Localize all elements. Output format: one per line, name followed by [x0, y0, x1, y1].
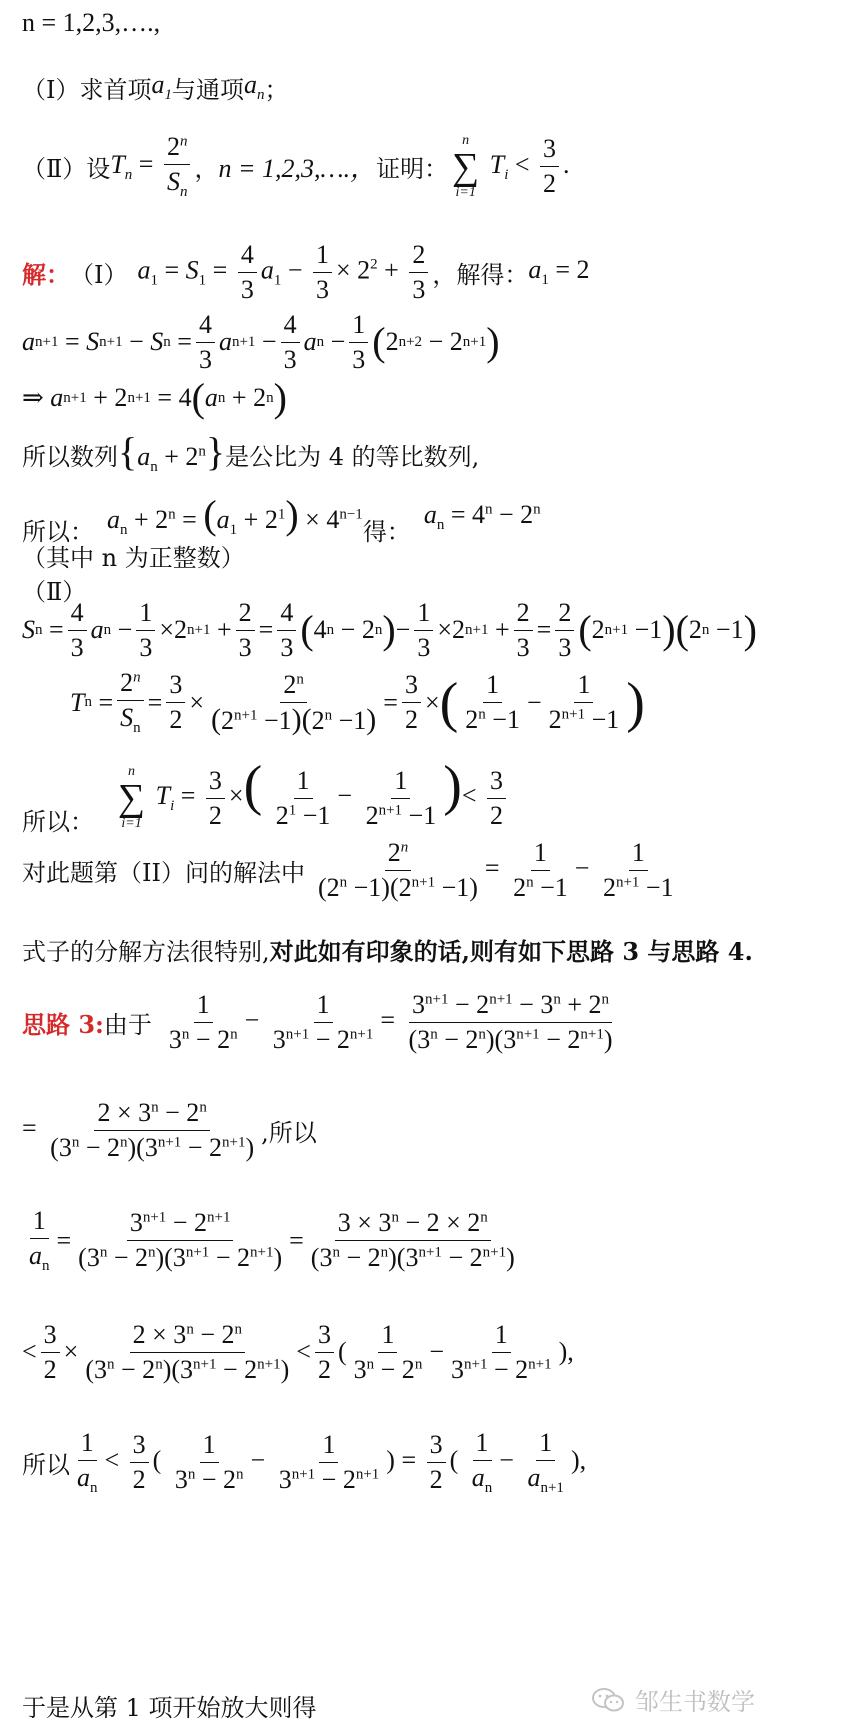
note: （其中 n 为正整数）	[22, 544, 245, 572]
part2-question	[22, 132, 570, 201]
formula: $\frac{2^n}{(2^n -1)(2^{n+1} -1)}$ = $\frac{1}{2^n -1}$ − $\frac{1}{2^{n+1} -1}$	[317, 838, 674, 902]
idea3-line1	[22, 990, 620, 1055]
wechat-icon	[591, 1687, 625, 1713]
formula: S n = $\frac{4}{3}$ a n − $\frac{1}{3}$ ×2 n+1 + $\frac{2}{3}$ = $\frac{4}{3}$ ( 4 n − 2 n ) − $\frac{1}{3}$ ×2 n+1 + $\frac{2}{3}$ = $\frac{2}{3}$ ( 2 n+1 −1 )( 2 n −1 )	[22, 598, 757, 662]
formula: = $\frac{2 \times 3^n - 2^n}{(3^n - 2^n)(3^{n+1} - 2^{n+1})}$	[22, 1098, 255, 1162]
formula: $a_n$	[243, 70, 265, 104]
idea3-label: 思路 3:	[22, 1009, 104, 1039]
solution-line1	[22, 240, 590, 305]
get-label: 得：	[362, 518, 411, 546]
formula: $a_n = 4^n - 2^n$	[423, 500, 541, 534]
formula: n ∑ i=1 $T_i$ = $\frac{3}{2}$ ×( $\frac{1}{2^1 -1}$ − $\frac{1}{2^{n+1} -1}$ )< $\frac{3}{2}$	[114, 758, 510, 831]
formula: ⇒ a n+1 + 2 n+1 = 4 ( a n + 2 n )	[22, 375, 287, 420]
formula: $a_1$	[151, 70, 172, 104]
so2-label: 所以：	[22, 808, 94, 836]
so-label: 所以：	[22, 518, 94, 546]
idea3-so: ,所以	[261, 1118, 317, 1147]
formula: < $\frac{3}{2}$ × $\frac{2 \times 3^n - 2^n}{(3^n - 2^n)(3^{n+1} - 2^{n+1})}$ < $\frac{3}{2}$ ( $\frac{1}{3^n - 2^n}$ − $\frac{1}{3^{n+1} - 2^{n+1}}$ ),	[22, 1320, 574, 1384]
formula: a n+1 = S n+1 − S n = $\frac{4}{3}$ a n+1 − $\frac{4}{3}$ a n − $\frac{1}{3}$ ( 2 n+2 − 2 n+1 )	[22, 310, 500, 374]
comment-text2-bold: 对此如有印象的话,则有如下思路 3 与思路 4.	[269, 937, 753, 966]
part1-mid: 与通项	[171, 76, 244, 104]
part1-end: ；	[264, 76, 289, 104]
formula: $\frac{1}{a_n}$ = $\frac{3^{n+1} - 2^{n+1}}{(3^n - 2^n)(3^{n+1} - 2^{n+1})}$ = $\frac{3 \times 3^n - 2 \times 2^n}{(3^n - 2^n)(3^{n+1} - 2^{n+1})}$	[29, 1206, 515, 1275]
formula: $T_n$ = $\frac{2^n}{S_n}$	[110, 132, 194, 201]
comment-line2	[22, 932, 753, 967]
comment-text1: 对此题第（II）问的解法中	[22, 858, 305, 887]
solution-part2: （Ⅱ）	[22, 578, 87, 606]
comment-text2: 式子的分解方法很特别,	[22, 938, 270, 966]
formula: T n = $\frac{2^n}{S_n}$ = $\frac{3}{2}$ × $\frac{2^n}{(2^{n+1} -1)(2^n -1)}$ = $\frac{3}{2}$ × ( $\frac{1}{2^n -1}$ − $\frac{1}{2^{n+1} -1}$ )	[70, 668, 645, 737]
formula: n ∑ i=1 $T_i$ < $\frac{3}{2}$ .	[452, 132, 570, 200]
formula: $\frac{1}{a_n}$ < $\frac{3}{2}$ ( $\frac{1}{3^n - 2^n}$ − $\frac{1}{3^{n+1} - 2^{n+1}}$ ) = $\frac{3}{2}$ ( $\frac{1}{a_n}$ − $\frac{1}{a_{n+1}}$ ),	[77, 1428, 587, 1497]
part2-range: n = 1,2,3,….，	[218, 154, 377, 184]
solved-label: ，解得：	[432, 260, 529, 289]
n-range: n = 1,2,3,….,	[22, 8, 161, 37]
comment-line1	[22, 838, 681, 903]
sep: ，	[194, 155, 219, 184]
watermark	[591, 1682, 755, 1717]
idea3-so2: 所以	[22, 1451, 70, 1480]
idea3-line2	[22, 1098, 317, 1163]
formula: $\{a_n + 2^n\}$	[118, 429, 226, 476]
formula: $\frac{1}{3^n - 2^n}$ − $\frac{1}{3^{n+1} - 2^{n+1}}$ = $\frac{3^{n+1} - 2^{n+1} - 3^n + 2^n}{(3^n - 2^n)(3^{n+1} - 2^{n+1})}$	[168, 990, 613, 1054]
part2-label: （Ⅱ）设	[22, 155, 111, 184]
prove-label: 证明：	[376, 155, 449, 184]
sequence-line	[22, 429, 480, 476]
n-range-line	[22, 8, 160, 38]
idea3-last	[22, 1688, 317, 1723]
idea3-intro: 由于	[103, 1010, 152, 1039]
formula: $a_1 = 2$	[528, 255, 590, 289]
part1-question	[22, 70, 288, 105]
idea3-last-text: 于是从第 1 项开始放大则得	[22, 1694, 317, 1722]
idea3-line5	[22, 1428, 586, 1497]
watermark-text: 邹生书数学	[635, 1688, 755, 1716]
seq-text2: 是公比为 4 的等比数列,	[225, 442, 480, 471]
sum-line	[22, 752, 510, 837]
solution-part1: （Ⅰ）	[70, 260, 128, 289]
formula: $a_n + 2^n = (a_1 + 2^1) \times 4^{n-1}$	[107, 492, 363, 539]
seq-text1: 所以数列	[22, 442, 118, 471]
part1-label: （Ⅰ）求首项	[22, 76, 152, 104]
note-line	[22, 538, 245, 573]
solution-label: 解：	[22, 259, 70, 289]
formula: $a_1 = S_1$ = $\frac{4}{3}$ $a_1$ − $\frac{1}{3}$ × $2^2$ + $\frac{2}{3}$	[137, 240, 432, 305]
